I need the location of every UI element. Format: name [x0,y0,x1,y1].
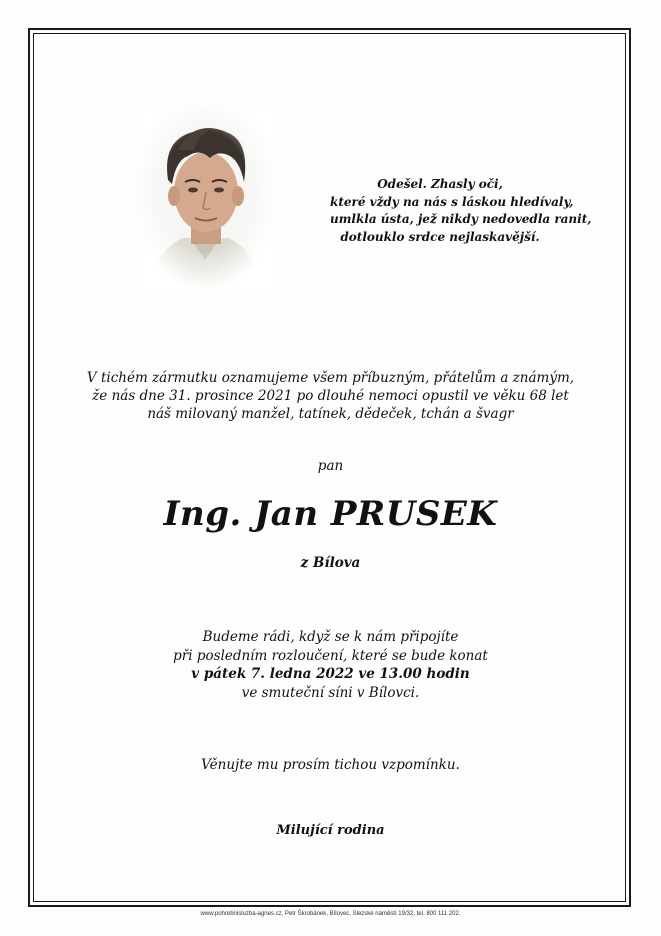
announcement-line: V tichém zármutku oznamujeme všem příbuzným, přátelům a známým, [86,370,575,386]
funeral-date-time: v pátek 7. ledna 2022 ve 13.00 hodin [191,666,470,682]
poem-line: dotlouklo srdce nejlaskavější. [340,229,540,244]
remembrance-request: Věnujte mu prosím tichou vzpomínku. [201,757,460,773]
memorial-poem [330,176,592,246]
salutation: pan [317,458,344,474]
portrait-photo [138,110,273,290]
deceased-name: Ing. Jan PRUSEK [163,494,498,534]
funeral-service-footer: www.pohrebnisluzba-agnes.cz, Petr Škrobánek, Bílovec, Slezské náměstí 19/32, tel. 800 111 202. [200,911,461,917]
poem-line: které vždy na nás s láskou hledívaly, [330,194,574,209]
funeral-line: při posledním rozloučení, které se bude konat [173,647,488,664]
funeral-details [60,628,601,702]
funeral-location: ve smuteční síni v Bílovci. [241,684,420,701]
origin-place: z Bílova [300,555,361,571]
announcement-line: že nás dne 31. prosince 2021 po dlouhé nemoci opustil ve věku 68 let [92,388,569,404]
death-announcement [60,369,601,423]
poem-line: Odešel. Zhasly oči, [377,177,503,191]
announcement-line: náš milovaný manžel, tatínek, dědeček, tchán a švagr [147,406,514,422]
poem-line: umlkla ústa, jež nikdy nedovedla ranit, [330,212,592,226]
funeral-line: Budeme rádi, když se k nám připojíte [202,629,459,645]
family-signature: Milující rodina [276,823,385,838]
